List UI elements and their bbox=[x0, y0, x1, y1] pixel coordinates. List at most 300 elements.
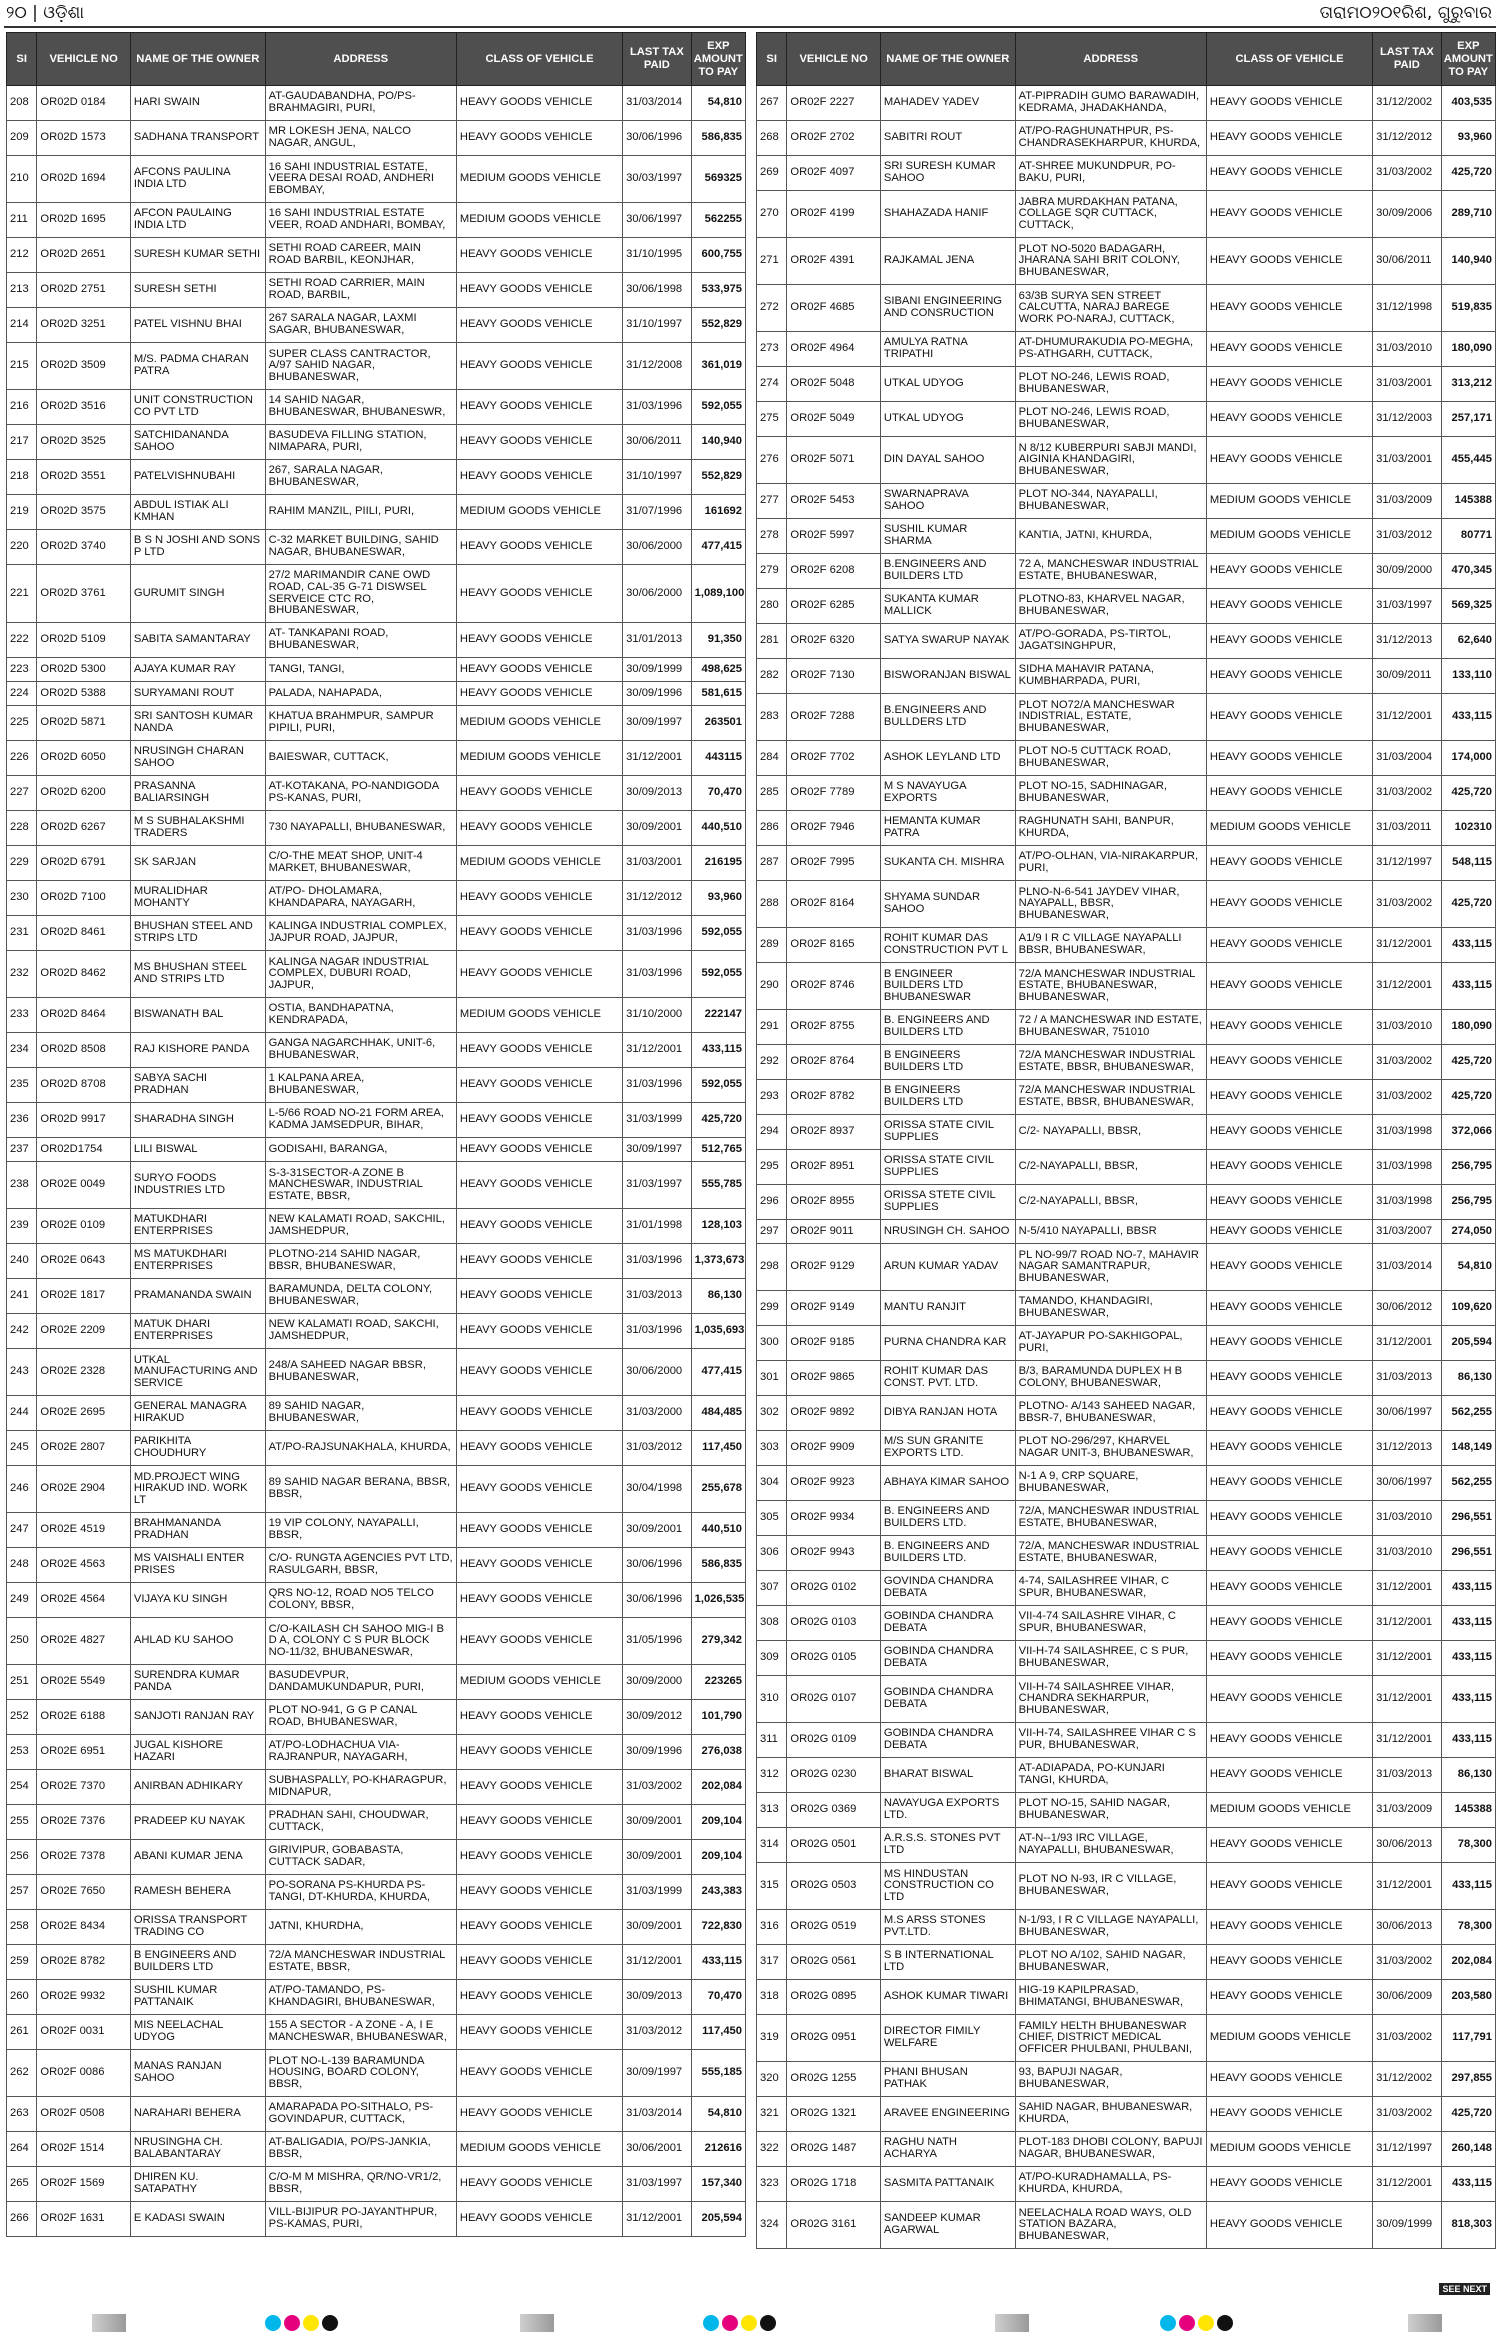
cell-vehicle-no: OR02E 2695 bbox=[37, 1396, 130, 1431]
cell-address: 72 A, MANCHESWAR INDUSTRIAL ESTATE, BHUBANESWAR, bbox=[1015, 554, 1206, 589]
cell-last-tax: 31/12/2001 bbox=[1373, 1571, 1441, 1606]
cell-owner: MS MATUKDHARI ENTERPRISES bbox=[130, 1244, 265, 1279]
table-row bbox=[757, 811, 1496, 846]
cell-last-tax: 31/12/1997 bbox=[1373, 846, 1441, 881]
cell-last-tax: 31/03/2011 bbox=[1373, 811, 1441, 846]
cell-amount: 117,450 bbox=[691, 1431, 745, 1466]
cell-last-tax: 31/12/2003 bbox=[1373, 402, 1441, 437]
cell-vehicle-no: OR02F 9185 bbox=[787, 1326, 880, 1361]
cell-address: 93, BAPUJI NAGAR, BHUBANESWAR, bbox=[1015, 2062, 1206, 2097]
cell-owner: ORISSA STATE CIVIL SUPPLIES bbox=[880, 1115, 1015, 1150]
cell-amount: 552,829 bbox=[691, 308, 745, 343]
cell-last-tax: 30/06/2012 bbox=[1373, 1291, 1441, 1326]
cell-vehicle-no: OR02F 8764 bbox=[787, 1045, 880, 1080]
cell-vehicle-no: OR02G 0503 bbox=[787, 1863, 880, 1910]
cell-address: VII-H-74 SAILASHREE, C S PUR, BHUBANESWAR, bbox=[1015, 1641, 1206, 1676]
cell-si: 228 bbox=[7, 811, 37, 846]
table-row bbox=[757, 86, 1496, 121]
cell-vehicle-no: OR02F 8746 bbox=[787, 963, 880, 1010]
cell-owner: MS HINDUSTAN CONSTRUCTION CO LTD bbox=[880, 1863, 1015, 1910]
cell-last-tax: 31/03/2013 bbox=[1373, 1758, 1441, 1793]
cell-si: 273 bbox=[757, 332, 787, 367]
table-row bbox=[7, 1945, 746, 1980]
cell-last-tax: 31/03/2013 bbox=[1373, 1361, 1441, 1396]
cell-amount: 440,510 bbox=[691, 1513, 745, 1548]
table-row bbox=[757, 2202, 1496, 2249]
cell-last-tax: 30/09/2001 bbox=[623, 1805, 691, 1840]
cell-address: AT/PO-TAMANDO, PS-KHANDAGIRI, BHUBANESWAR, bbox=[265, 1980, 456, 2015]
cell-class: HEAVY GOODS VEHICLE bbox=[456, 1700, 622, 1735]
cell-last-tax: 31/12/2002 bbox=[1373, 2062, 1441, 2097]
cell-si: 274 bbox=[757, 367, 787, 402]
table-row bbox=[757, 2132, 1496, 2167]
cell-vehicle-no: OR02D 8508 bbox=[37, 1033, 130, 1068]
cell-owner: DHIREN KU. SATAPATHY bbox=[130, 2167, 265, 2202]
cell-vehicle-no: OR02G 0109 bbox=[787, 1723, 880, 1758]
cell-address: BARAMUNDA, DELTA COLONY, BHUBANESWAR, bbox=[265, 1279, 456, 1314]
cell-owner: SUSHIL KUMAR PATTANAIK bbox=[130, 1980, 265, 2015]
cell-si: 295 bbox=[757, 1150, 787, 1185]
cell-owner: NARAHARI BEHERA bbox=[130, 2097, 265, 2132]
cell-si: 284 bbox=[757, 741, 787, 776]
cell-last-tax: 31/03/1997 bbox=[623, 2167, 691, 2202]
cell-vehicle-no: OR02F 2227 bbox=[787, 86, 880, 121]
table-row bbox=[757, 1185, 1496, 1220]
cell-address: PRADHAN SAHI, CHOUDWAR, CUTTACK, bbox=[265, 1805, 456, 1840]
table-row bbox=[7, 1910, 746, 1945]
cell-owner: SURYO FOODS INDUSTRIES LTD bbox=[130, 1162, 265, 1209]
cell-last-tax: 31/03/1997 bbox=[623, 1162, 691, 1209]
cell-class: MEDIUM GOODS VEHICLE bbox=[1206, 811, 1372, 846]
table-row bbox=[757, 191, 1496, 238]
cell-last-tax: 30/06/2011 bbox=[623, 425, 691, 460]
cell-amount: 101,790 bbox=[691, 1700, 745, 1735]
cell-si: 222 bbox=[7, 623, 37, 658]
cell-last-tax: 30/06/2011 bbox=[1373, 238, 1441, 285]
cell-last-tax: 31/03/2002 bbox=[1373, 881, 1441, 928]
cell-address: VII-4-74 SAILASHRE VIHAR, C SPUR, BHUBANESWAR, bbox=[1015, 1606, 1206, 1641]
cell-si: 310 bbox=[757, 1676, 787, 1723]
cell-class: HEAVY GOODS VEHICLE bbox=[456, 1103, 622, 1138]
table-row bbox=[7, 1466, 746, 1513]
table-row bbox=[7, 1548, 746, 1583]
cell-si: 305 bbox=[757, 1501, 787, 1536]
cell-last-tax: 31/03/1999 bbox=[623, 1103, 691, 1138]
cell-vehicle-no: OR02F 7288 bbox=[787, 694, 880, 741]
cell-last-tax: 31/07/1996 bbox=[623, 495, 691, 530]
cell-si: 297 bbox=[757, 1220, 787, 1244]
cell-last-tax: 30/06/1996 bbox=[623, 1548, 691, 1583]
cell-last-tax: 30/06/2013 bbox=[1373, 1828, 1441, 1863]
cell-class: HEAVY GOODS VEHICLE bbox=[1206, 589, 1372, 624]
cell-vehicle-no: OR02F 9934 bbox=[787, 1501, 880, 1536]
cell-class: HEAVY GOODS VEHICLE bbox=[456, 2167, 622, 2202]
cell-si: 281 bbox=[757, 624, 787, 659]
cell-amount: 102310 bbox=[1441, 811, 1495, 846]
cell-amount: 54,810 bbox=[691, 86, 745, 121]
cell-vehicle-no: OR02F 9011 bbox=[787, 1220, 880, 1244]
table-row bbox=[7, 1583, 746, 1618]
cell-vehicle-no: OR02F 7130 bbox=[787, 659, 880, 694]
table-row bbox=[757, 1466, 1496, 1501]
cell-address: JABRA MURDAKHAN PATANA, COLLAGE SQR CUTTACK, CUTTACK, bbox=[1015, 191, 1206, 238]
cell-vehicle-no: OR02F 6285 bbox=[787, 589, 880, 624]
cell-address: AT-ADIAPADA, PO-KUNJARI TANGI, KHURDA, bbox=[1015, 1758, 1206, 1793]
cell-address: 72/A MANCHESWAR INDUSTRIAL ESTATE, BBSR, BHUBANESWAR, bbox=[1015, 1045, 1206, 1080]
cell-last-tax: 31/12/2001 bbox=[1373, 694, 1441, 741]
cell-vehicle-no: OR02E 0109 bbox=[37, 1209, 130, 1244]
cell-vehicle-no: OR02F 1569 bbox=[37, 2167, 130, 2202]
cell-si: 312 bbox=[757, 1758, 787, 1793]
cell-class: HEAVY GOODS VEHICLE bbox=[1206, 928, 1372, 963]
table-row bbox=[757, 402, 1496, 437]
cell-amount: 548,115 bbox=[1441, 846, 1495, 881]
cell-amount: 289,710 bbox=[1441, 191, 1495, 238]
cell-amount: 202,084 bbox=[1441, 1945, 1495, 1980]
cell-vehicle-no: OR02E 9932 bbox=[37, 1980, 130, 2015]
cell-last-tax: 30/06/1996 bbox=[623, 121, 691, 156]
cell-address: OSTIA, BANDHAPATNA, KENDRAPADA, bbox=[265, 998, 456, 1033]
cell-owner: B.ENGINEERS AND BULLDERS LTD bbox=[880, 694, 1015, 741]
table-row bbox=[757, 1676, 1496, 1723]
cell-last-tax: 30/09/2001 bbox=[623, 1910, 691, 1945]
table-row bbox=[7, 156, 746, 203]
cell-vehicle-no: OR02G 3161 bbox=[787, 2202, 880, 2249]
cell-si: 215 bbox=[7, 343, 37, 390]
cell-amount: 223265 bbox=[691, 1665, 745, 1700]
cell-vehicle-no: OR02D 2651 bbox=[37, 238, 130, 273]
cell-address: N-5/410 NAYAPALLI, BBSR bbox=[1015, 1220, 1206, 1244]
cell-class: HEAVY GOODS VEHICLE bbox=[1206, 1326, 1372, 1361]
cell-vehicle-no: OR02D 9917 bbox=[37, 1103, 130, 1138]
cell-owner: GOBINDA CHANDRA DEBATA bbox=[880, 1606, 1015, 1641]
cell-last-tax: 31/12/2001 bbox=[1373, 1863, 1441, 1910]
cell-address: 155 A SECTOR - A ZONE - A, I E MANCHESWAR, BHUBANESWAR, bbox=[265, 2015, 456, 2050]
cell-amount: 209,104 bbox=[691, 1805, 745, 1840]
table-row bbox=[7, 998, 746, 1033]
cell-class: HEAVY GOODS VEHICLE bbox=[456, 1875, 622, 1910]
cell-address: SETHI ROAD CAREER, MAIN ROAD BARBIL, KEONJHAR, bbox=[265, 238, 456, 273]
cell-vehicle-no: OR02E 1817 bbox=[37, 1279, 130, 1314]
cell-owner: SRI SURESH KUMAR SAHOO bbox=[880, 156, 1015, 191]
registration-dot-yellow bbox=[741, 2315, 757, 2331]
cell-owner: GURUMIT SINGH bbox=[130, 565, 265, 623]
cell-class: HEAVY GOODS VEHICLE bbox=[1206, 624, 1372, 659]
cell-amount: 313,212 bbox=[1441, 367, 1495, 402]
cell-vehicle-no: OR02G 0230 bbox=[787, 1758, 880, 1793]
cell-address: AT- TANKAPANI ROAD, BHUBANESWAR, bbox=[265, 623, 456, 658]
cell-amount: 592,055 bbox=[691, 390, 745, 425]
cell-vehicle-no: OR02E 6951 bbox=[37, 1735, 130, 1770]
cell-amount: 128,103 bbox=[691, 1209, 745, 1244]
cell-vehicle-no: OR02D1754 bbox=[37, 1138, 130, 1162]
cell-amount: 586,835 bbox=[691, 1548, 745, 1583]
cell-class: HEAVY GOODS VEHICLE bbox=[456, 1209, 622, 1244]
table-row bbox=[757, 1501, 1496, 1536]
cell-vehicle-no: OR02D 3575 bbox=[37, 495, 130, 530]
cell-class: MEDIUM GOODS VEHICLE bbox=[1206, 1793, 1372, 1828]
cell-class: HEAVY GOODS VEHICLE bbox=[456, 623, 622, 658]
cell-class: HEAVY GOODS VEHICLE bbox=[1206, 1828, 1372, 1863]
cell-address: VII-H-74, SAILASHREE VIHAR C S PUR, BHUBANESWAR, bbox=[1015, 1723, 1206, 1758]
cell-last-tax: 31/03/1996 bbox=[623, 1068, 691, 1103]
cell-vehicle-no: OR02G 0103 bbox=[787, 1606, 880, 1641]
cell-vehicle-no: OR02G 0519 bbox=[787, 1910, 880, 1945]
cell-last-tax: 30/06/2000 bbox=[623, 530, 691, 565]
cell-amount: 216195 bbox=[691, 846, 745, 881]
cell-si: 267 bbox=[757, 86, 787, 121]
cell-class: HEAVY GOODS VEHICLE bbox=[456, 916, 622, 951]
cell-class: HEAVY GOODS VEHICLE bbox=[456, 273, 622, 308]
cell-owner: GOBINDA CHANDRA DEBATA bbox=[880, 1676, 1015, 1723]
cell-last-tax: 30/06/1998 bbox=[623, 273, 691, 308]
cell-si: 224 bbox=[7, 682, 37, 706]
cell-amount: 256,795 bbox=[1441, 1185, 1495, 1220]
cell-amount: 433,115 bbox=[1441, 1676, 1495, 1723]
cell-vehicle-no: OR02F 1514 bbox=[37, 2132, 130, 2167]
cell-amount: 818,303 bbox=[1441, 2202, 1495, 2249]
cell-vehicle-no: OR02E 2904 bbox=[37, 1466, 130, 1513]
cell-si: 268 bbox=[757, 121, 787, 156]
cell-amount: 455,445 bbox=[1441, 437, 1495, 484]
cell-last-tax: 31/03/1996 bbox=[623, 951, 691, 998]
table-row bbox=[7, 203, 746, 238]
cell-vehicle-no: OR02D 3251 bbox=[37, 308, 130, 343]
page-number-label: ୨୦ | ଓଡ଼ିଶା bbox=[6, 3, 85, 23]
cell-class: HEAVY GOODS VEHICLE bbox=[456, 565, 622, 623]
cell-si: 300 bbox=[757, 1326, 787, 1361]
cell-amount: 145388 bbox=[1441, 484, 1495, 519]
cell-class: HEAVY GOODS VEHICLE bbox=[1206, 554, 1372, 589]
cell-vehicle-no: OR02F 4097 bbox=[787, 156, 880, 191]
col-amount: EXP AMOUNT TO PAY bbox=[691, 33, 745, 86]
cell-si: 230 bbox=[7, 881, 37, 916]
table-row bbox=[7, 1138, 746, 1162]
table-row bbox=[757, 1326, 1496, 1361]
cell-address: PLOT-183 DHOBI COLONY, BAPUJI NAGAR, BHUBANESWAR, bbox=[1015, 2132, 1206, 2167]
cell-owner: MANTU RANJIT bbox=[880, 1291, 1015, 1326]
cell-last-tax: 31/03/2002 bbox=[623, 1770, 691, 1805]
cell-address: N-1/93, I R C VILLAGE NAYAPALLI, BHUBANESWAR, bbox=[1015, 1910, 1206, 1945]
cell-address: AMARAPADA PO-SITHALO, PS-GOVINDAPUR, CUTTACK, bbox=[265, 2097, 456, 2132]
cell-amount: 477,415 bbox=[691, 530, 745, 565]
cell-address: PLOT NO A/102, SAHID NAGAR, BHUBANESWAR, bbox=[1015, 1945, 1206, 1980]
cell-amount: 581,615 bbox=[691, 682, 745, 706]
table-row bbox=[7, 530, 746, 565]
cell-address: C/O-KAILASH CH SAHOO MIG-I B D A, COLONY C S PUR BLOCK NO-11/32, BHUBANESWAR, bbox=[265, 1618, 456, 1665]
table-row bbox=[757, 1758, 1496, 1793]
cell-class: MEDIUM GOODS VEHICLE bbox=[456, 2132, 622, 2167]
cell-si: 261 bbox=[7, 2015, 37, 2050]
cell-address: 16 SAHI INDUSTRIAL ESTATE VEER, ROAD ANDHARI, BOMBAY, bbox=[265, 203, 456, 238]
cell-class: HEAVY GOODS VEHICLE bbox=[1206, 1466, 1372, 1501]
table-row bbox=[7, 1735, 746, 1770]
cell-amount: 70,470 bbox=[691, 1980, 745, 2015]
cell-class: HEAVY GOODS VEHICLE bbox=[456, 1770, 622, 1805]
cell-vehicle-no: OR02F 5048 bbox=[787, 367, 880, 402]
cell-last-tax: 31/03/1998 bbox=[1373, 1150, 1441, 1185]
cell-amount: 403,535 bbox=[1441, 86, 1495, 121]
cell-owner: SABITRI ROUT bbox=[880, 121, 1015, 156]
cell-owner: MATUK DHARI ENTERPRISES bbox=[130, 1314, 265, 1349]
registration-dot-yellow bbox=[303, 2315, 319, 2331]
cell-si: 209 bbox=[7, 121, 37, 156]
cell-owner: LILI BISWAL bbox=[130, 1138, 265, 1162]
cell-owner: ASHOK LEYLAND LTD bbox=[880, 741, 1015, 776]
table-row bbox=[7, 1875, 746, 1910]
cell-amount: 433,115 bbox=[691, 1945, 745, 1980]
cell-amount: 562,255 bbox=[1441, 1396, 1495, 1431]
cell-last-tax: 30/09/1996 bbox=[623, 1735, 691, 1770]
cell-vehicle-no: OR02F 5997 bbox=[787, 519, 880, 554]
table-row bbox=[757, 1244, 1496, 1291]
table-row bbox=[7, 846, 746, 881]
cell-owner: M S SUBHALAKSHMI TRADERS bbox=[130, 811, 265, 846]
cell-amount: 256,795 bbox=[1441, 1150, 1495, 1185]
cell-class: HEAVY GOODS VEHICLE bbox=[1206, 1863, 1372, 1910]
cell-address: RAGHUNATH SAHI, BANPUR, KHURDA, bbox=[1015, 811, 1206, 846]
cell-vehicle-no: OR02F 8782 bbox=[787, 1080, 880, 1115]
table-row bbox=[7, 1618, 746, 1665]
cell-owner: BRAHMANANDA PRADHAN bbox=[130, 1513, 265, 1548]
cell-si: 314 bbox=[757, 1828, 787, 1863]
cell-si: 233 bbox=[7, 998, 37, 1033]
cell-si: 272 bbox=[757, 285, 787, 332]
cell-owner: B ENGINEERS AND BUILDERS LTD bbox=[130, 1945, 265, 1980]
cell-address: N-1 A 9, CRP SQUARE, BHUBANESWAR, bbox=[1015, 1466, 1206, 1501]
cell-owner: ORISSA STATE CIVIL SUPPLIES bbox=[880, 1150, 1015, 1185]
cell-owner: MS BHUSHAN STEEL AND STRIPS LTD bbox=[130, 951, 265, 998]
cell-owner: BISWANATH BAL bbox=[130, 998, 265, 1033]
cell-class: HEAVY GOODS VEHICLE bbox=[1206, 881, 1372, 928]
cell-si: 264 bbox=[7, 2132, 37, 2167]
cell-vehicle-no: OR02D 5388 bbox=[37, 682, 130, 706]
cell-si: 214 bbox=[7, 308, 37, 343]
cell-amount: 140,940 bbox=[691, 425, 745, 460]
cell-address: KALINGA INDUSTRIAL COMPLEX, JAJPUR ROAD, JAJPUR, bbox=[265, 916, 456, 951]
cell-vehicle-no: OR02F 8755 bbox=[787, 1010, 880, 1045]
cell-owner: M/S SUN GRANITE EXPORTS LTD. bbox=[880, 1431, 1015, 1466]
cell-si: 235 bbox=[7, 1068, 37, 1103]
cell-vehicle-no: OR02F 5049 bbox=[787, 402, 880, 437]
cell-si: 218 bbox=[7, 460, 37, 495]
cell-vehicle-no: OR02D 2751 bbox=[37, 273, 130, 308]
cell-vehicle-no: OR02E 4564 bbox=[37, 1583, 130, 1618]
cell-class: HEAVY GOODS VEHICLE bbox=[456, 2015, 622, 2050]
table-row bbox=[7, 565, 746, 623]
cell-owner: RAJKAMAL JENA bbox=[880, 238, 1015, 285]
cell-class: MEDIUM GOODS VEHICLE bbox=[456, 998, 622, 1033]
cell-address: 248/A SAHEED NAGAR BBSR, BHUBANESWAR, bbox=[265, 1349, 456, 1396]
cell-address: SETHI ROAD CARRIER, MAIN ROAD, BARBIL, bbox=[265, 273, 456, 308]
cell-address: C/2-NAYAPALLI, BBSR, bbox=[1015, 1150, 1206, 1185]
table-row bbox=[757, 1431, 1496, 1466]
cell-owner: B. ENGINEERS AND BUILDERS LTD. bbox=[880, 1501, 1015, 1536]
cell-class: HEAVY GOODS VEHICLE bbox=[1206, 1758, 1372, 1793]
cell-owner: SUSHIL KUMAR SHARMA bbox=[880, 519, 1015, 554]
cell-si: 252 bbox=[7, 1700, 37, 1735]
cell-address: C/O-M M MISHRA, QR/NO-VR1/2, BBSR, bbox=[265, 2167, 456, 2202]
tax-table-right bbox=[756, 32, 1496, 2249]
cell-owner: SABITA SAMANTARAY bbox=[130, 623, 265, 658]
cell-si: 299 bbox=[757, 1291, 787, 1326]
cell-vehicle-no: OR02G 0895 bbox=[787, 1980, 880, 2015]
cell-last-tax: 31/03/2013 bbox=[623, 1279, 691, 1314]
cell-owner: SHAHAZADA HANIF bbox=[880, 191, 1015, 238]
cell-amount: 562,255 bbox=[1441, 1466, 1495, 1501]
table-row bbox=[757, 1220, 1496, 1244]
cell-class: HEAVY GOODS VEHICLE bbox=[456, 1431, 622, 1466]
date-label: ତାରାମ୦୨୦୧ରିଶ, ଗୁରୁବାର bbox=[1319, 3, 1492, 23]
table-row bbox=[757, 484, 1496, 519]
cell-owner: SUKANTA KUMAR MALLICK bbox=[880, 589, 1015, 624]
cell-owner: DIBYA RANJAN HOTA bbox=[880, 1396, 1015, 1431]
cell-vehicle-no: OR02G 1718 bbox=[787, 2167, 880, 2202]
cell-owner: UTKAL UDYOG bbox=[880, 402, 1015, 437]
cell-si: 220 bbox=[7, 530, 37, 565]
cell-amount: 145388 bbox=[1441, 1793, 1495, 1828]
cell-last-tax: 31/01/2013 bbox=[623, 623, 691, 658]
cell-amount: 174,000 bbox=[1441, 741, 1495, 776]
cell-class: HEAVY GOODS VEHICLE bbox=[456, 308, 622, 343]
cell-address: 72/A, MANCHESWAR INDUSTRIAL ESTATE, BHUBANESWAR, bbox=[1015, 1536, 1206, 1571]
cell-address: 16 SAHI INDUSTRIAL ESTATE, VEERA DESAI ROAD, ANDHERI EBOMBAY, bbox=[265, 156, 456, 203]
table-row bbox=[757, 1723, 1496, 1758]
table-row bbox=[7, 1244, 746, 1279]
cell-owner: B. ENGINEERS AND BUILDERS LTD bbox=[880, 1010, 1015, 1045]
cell-last-tax: 31/03/2012 bbox=[623, 1431, 691, 1466]
cell-last-tax: 30/06/1996 bbox=[623, 1583, 691, 1618]
cell-si: 227 bbox=[7, 776, 37, 811]
table-row bbox=[757, 1945, 1496, 1980]
cell-address: 63/3B SURYA SEN STREET CALCUTTA, NARAJ BAREGE WORK PO-NARAJ, CUTTACK, bbox=[1015, 285, 1206, 332]
cell-amount: 255,678 bbox=[691, 1466, 745, 1513]
table-row bbox=[7, 623, 746, 658]
cell-amount: 263501 bbox=[691, 706, 745, 741]
cell-address: PLOT NO72/A MANCHESWAR INDISTRIAL, ESTATE, BHUBANESWAR, bbox=[1015, 694, 1206, 741]
cell-amount: 274,050 bbox=[1441, 1220, 1495, 1244]
cell-owner: SHYAMA SUNDAR SAHOO bbox=[880, 881, 1015, 928]
cell-class: HEAVY GOODS VEHICLE bbox=[1206, 1501, 1372, 1536]
cell-si: 211 bbox=[7, 203, 37, 238]
cell-vehicle-no: OR02E 4519 bbox=[37, 1513, 130, 1548]
cell-si: 229 bbox=[7, 846, 37, 881]
right-panel bbox=[756, 32, 1496, 2249]
table-row bbox=[7, 238, 746, 273]
cell-vehicle-no: OR02G 1321 bbox=[787, 2097, 880, 2132]
cell-class: HEAVY GOODS VEHICLE bbox=[456, 1910, 622, 1945]
cell-si: 223 bbox=[7, 658, 37, 682]
table-row bbox=[757, 1045, 1496, 1080]
cell-address: PLOT NO-296/297, KHARVEL NAGAR UNIT-3, BHUBANESWAR, bbox=[1015, 1431, 1206, 1466]
cell-owner: SADHANA TRANSPORT bbox=[130, 121, 265, 156]
cell-si: 226 bbox=[7, 741, 37, 776]
cell-amount: 109,620 bbox=[1441, 1291, 1495, 1326]
cell-si: 212 bbox=[7, 238, 37, 273]
cell-last-tax: 30/06/1997 bbox=[623, 203, 691, 238]
cell-class: HEAVY GOODS VEHICLE bbox=[456, 460, 622, 495]
cell-si: 320 bbox=[757, 2062, 787, 2097]
registration-dot-cyan bbox=[703, 2315, 719, 2331]
cell-amount: 470,345 bbox=[1441, 554, 1495, 589]
cell-vehicle-no: OR02D 1694 bbox=[37, 156, 130, 203]
cell-class: HEAVY GOODS VEHICLE bbox=[456, 1396, 622, 1431]
cell-si: 213 bbox=[7, 273, 37, 308]
cell-si: 322 bbox=[757, 2132, 787, 2167]
cell-last-tax: 31/12/2001 bbox=[1373, 1641, 1441, 1676]
table-row bbox=[7, 1314, 746, 1349]
table-row bbox=[7, 741, 746, 776]
